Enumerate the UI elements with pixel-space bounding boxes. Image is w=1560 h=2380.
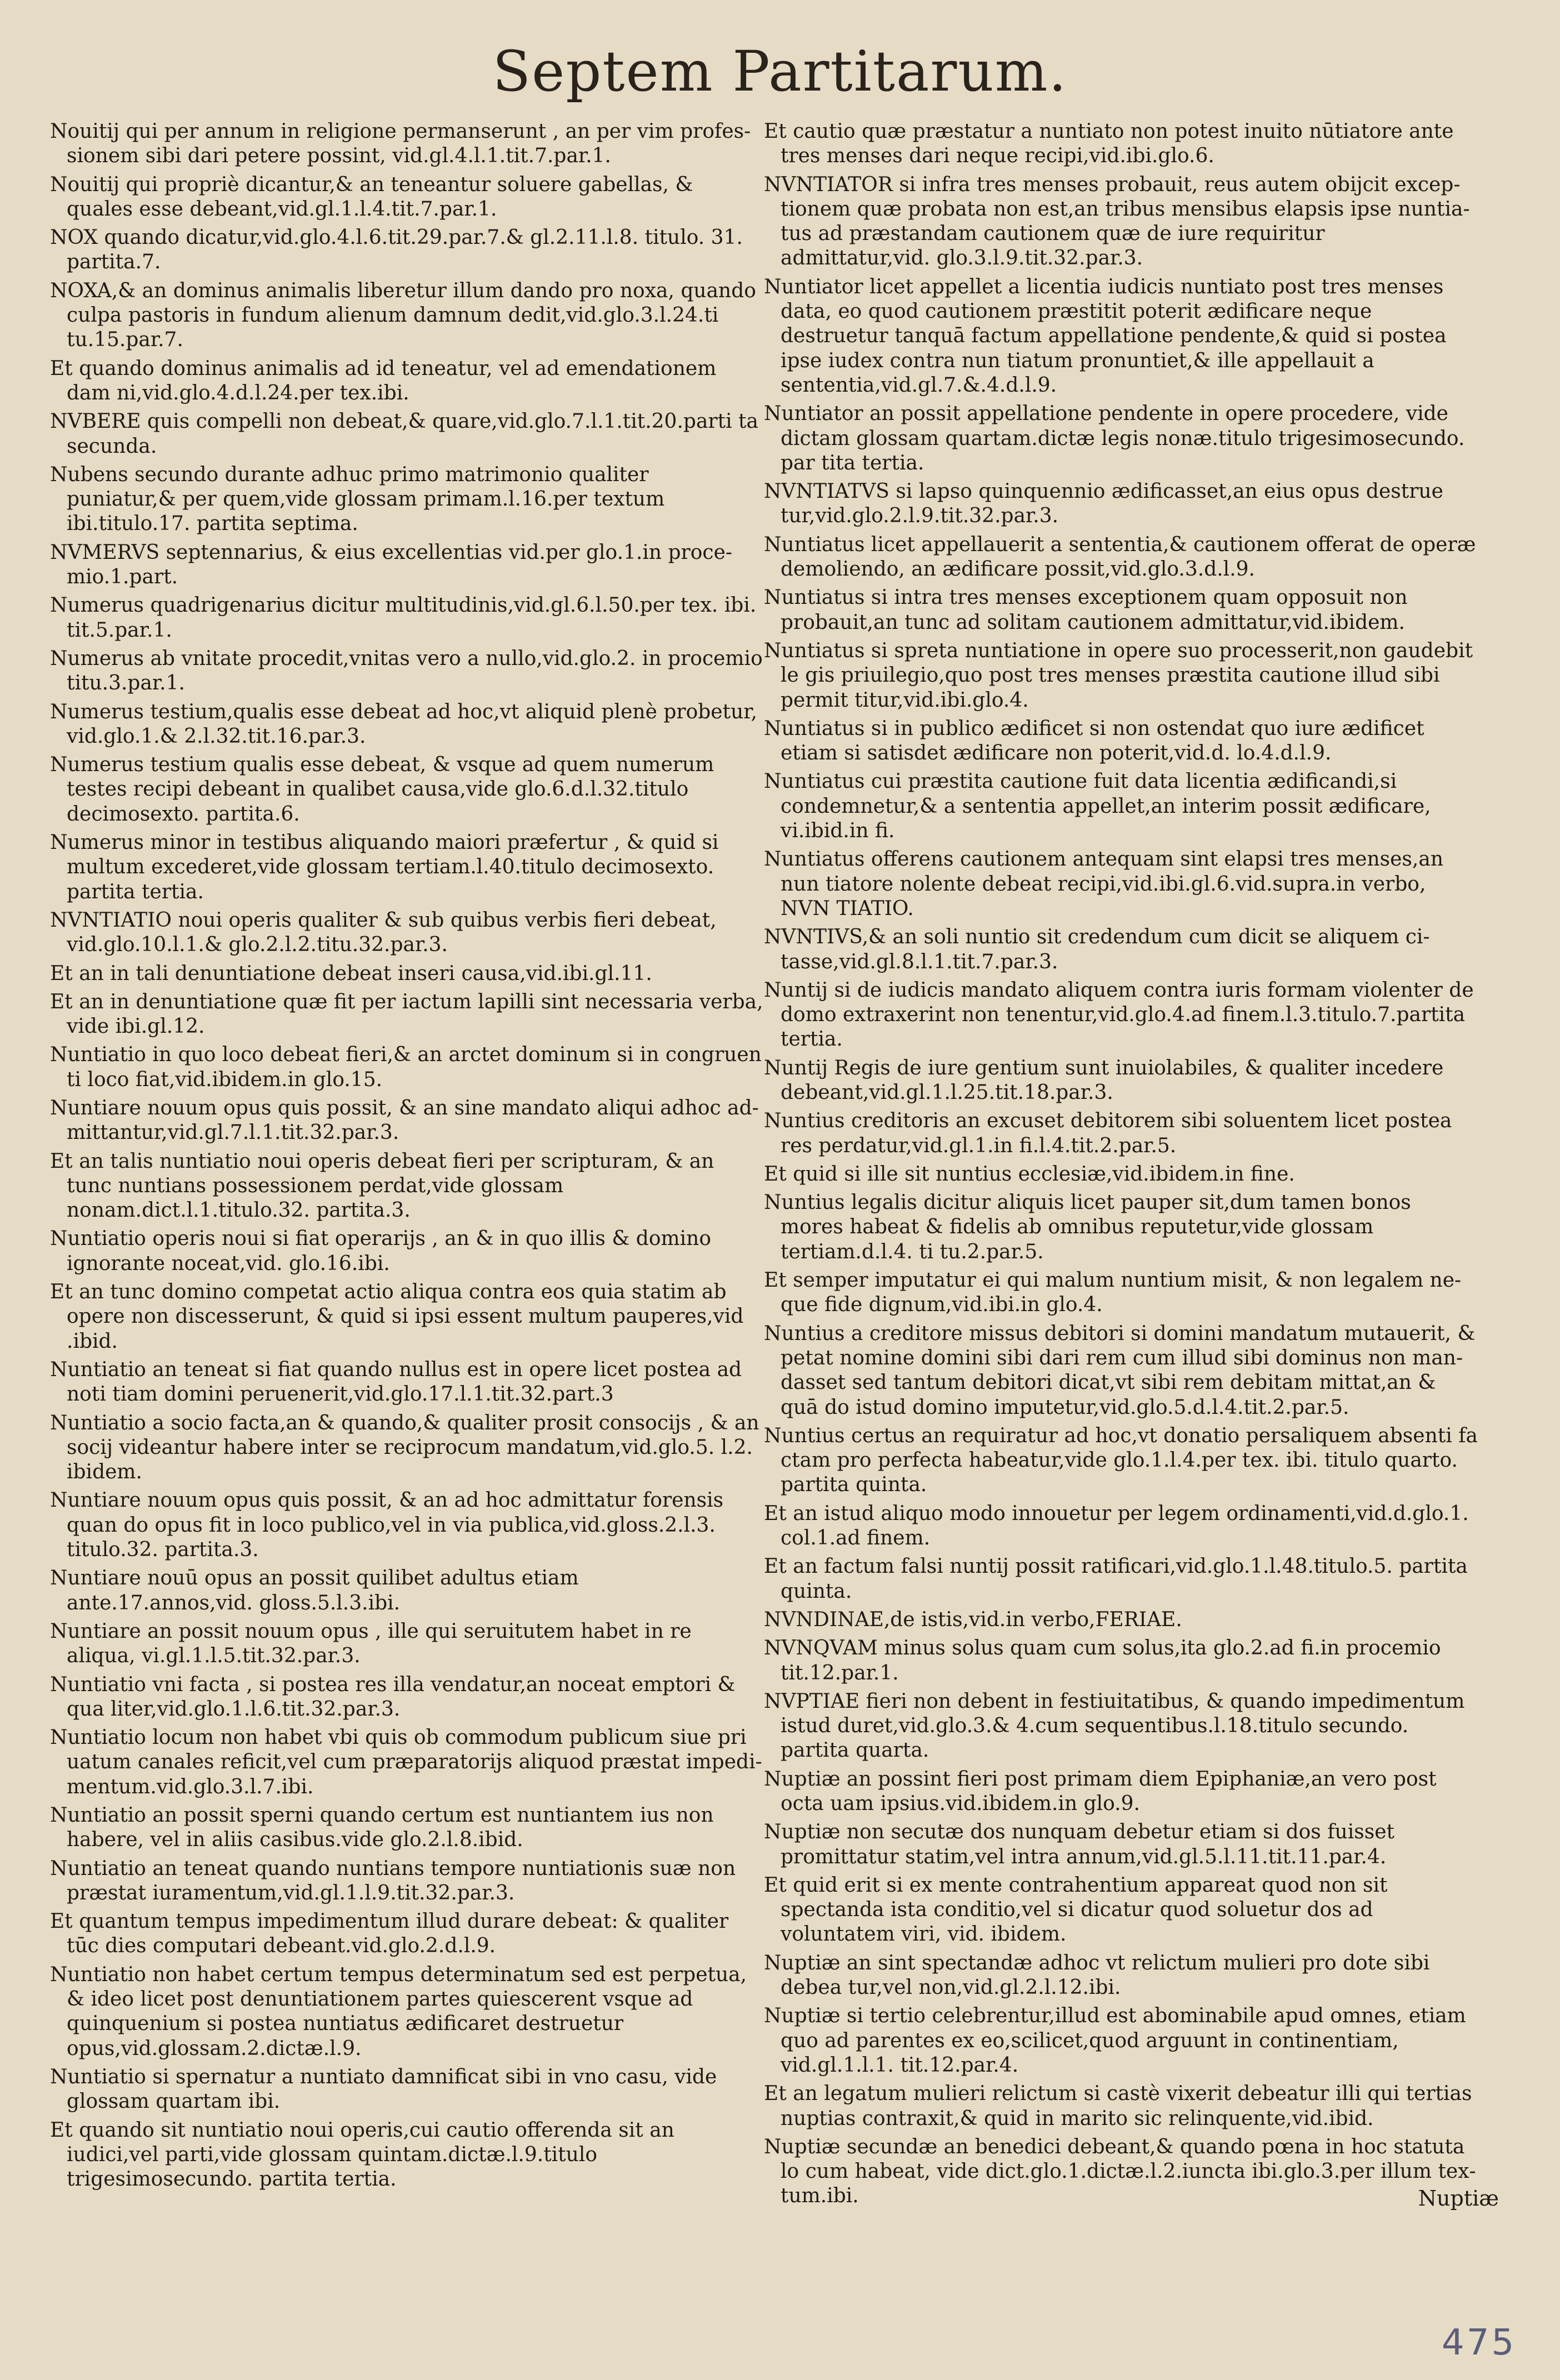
catchword: Nuptiæ — [1418, 2186, 1499, 2211]
index-entry: Nuntiatus si spreta nuntiatione in opere suo processerit,non gaudebit le gis priuilegio,quo post tres menses præstita cautione illud sibi permit titur,vid.ibi.glo.4. — [764, 639, 1473, 712]
index-entry: Nuntiatus offerens cautionem antequam sint elapsi tres menses,an nun tiatore nolente debeat recipi,vid.ibi.gl.6.vid.supra.in verbo, NVN TIATIO. — [764, 848, 1443, 920]
index-entry: Nuntiatus cui præstita cautione fuit data licentia ædificandi,si condemnetur,& a sententia appellet,an interim possit ædificare, vi.ibid.in fi. — [764, 770, 1431, 843]
index-entry: Nuntiatus si intra tres menses exceptionem quam opposuit non probauit,an tunc ad solitam cautionem admittatur,vid.ibidem. — [764, 586, 1408, 634]
index-entry: Nuntius legalis dicitur aliquis licet pauper sit,dum tamen bonos mores habeat & fidelis ab omnibus reputetur,vide glossam tertiam.d.l.4. ti tu.2.par.5. — [764, 1191, 1411, 1263]
index-entry: Nuntius a creditore missus debitori si domini mandatum mutauerit, & petat nomine domini sibi dari rem cum illud sibi dominus non mandasset sed tantum debitori dicat,vt sibi rem debitam mittat,an & quā do istud domino imputetur,vid.glo.5.d.l.4.tit.2.par.5. — [764, 1322, 1476, 1419]
index-entry: Et cautio quæ præstatur a nuntiato non potest inuito nūtiatore ante tres menses dari neque recipi,vid.ibi.glo.6. — [764, 120, 1454, 168]
index-entry: Nuntiare nouum opus quis possit, & an ad hoc admittatur forensis quan do opus fit in loco publico,vel in via publica,vid.gloss.2.l.3. titulo.32. partita.3. — [50, 1489, 724, 1562]
index-entry: Nuntiatio a socio facta,an & quando,& qualiter prosit consocijs , & an socij videantur habere inter se reciprocum mandatum,vid.glo.5. l.2. ibidem. — [50, 1411, 759, 1484]
index-entry: Nouitij qui propriè dicantur,& an teneantur soluere gabellas, & quales esse debeant,vid.gl.1.l.4.tit.7.par.1. — [50, 173, 693, 221]
index-entry: NVNQVAM minus solus quam cum solus,ita glo.2.ad fi.in procemio tit.12.par.1. — [764, 1637, 1441, 1684]
index-entry: Nuntij si de iudicis mandato aliquem contra iuris formam violenter de domo extraxerint non tenentur,vid.glo.4.ad finem.l.3.titulo.7.partita tertia. — [764, 978, 1474, 1051]
index-entry: Nuptiæ an possint fieri post primam diem Epiphaniæ,an vero post octa uam ipsius.vid.ibidem.in glo.9. — [764, 1767, 1437, 1815]
index-entry: Nuptiæ an sint spectandæ adhoc vt relictum mulieri pro dote sibi debea tur,vel non,vid.gl.2.l.12.ibi. — [764, 1951, 1430, 1999]
index-entry: NOX quando dicatur,vid.glo.4.l.6.tit.29.par.7.& gl.2.11.l.8. titulo. 31. partita.7. — [50, 226, 743, 274]
index-entry: NVNTIVS,& an soli nuntio sit credendum cum dicit se aliquem citasse,vid.gl.8.l.1.tit.7.par.3. — [764, 926, 1430, 973]
index-entry: Numerus quadrigenarius dicitur multitudinis,vid.gl.6.l.50.per tex. ibi. tit.5.par.1. — [50, 594, 757, 642]
index-entry: NVNTIATVS si lapso quinquennio ædificasset,an eius opus destrue tur,vid.glo.2.l.9.tit.32.par.3. — [764, 480, 1443, 528]
index-entry: NOXA,& an dominus animalis liberetur illum dando pro noxa, quando culpa pastoris in fundum alienum damnum dedit,vid.glo.3.l.24.ti tu.15.par.7. — [50, 279, 756, 352]
index-entry: NVPTIAE fieri non debent in festiuitatibus, & quando impedimentum istud duret,vid.glo.3.& 4.cum sequentibus.l.18.titulo secundo. partita quarta. — [764, 1689, 1465, 1762]
index-entry: Numerus minor in testibus aliquando maiori præfertur , & quid si multum excederet,vide glossam tertiam.l.40.titulo decimosexto. partita tertia. — [50, 831, 719, 903]
index-entry: Nuntiare an possit nouum opus , ille qui seruitutem habet in re aliqua, vi.gl.1.l.5.tit.32.par.3. — [50, 1619, 692, 1668]
page-number: 475 — [1442, 2322, 1517, 2363]
index-entry: Nuntij Regis de iure gentium sunt inuiolabiles, & qualiter incedere debeant,vid.gl.1.l.25.tit.18.par.3. — [764, 1056, 1444, 1104]
index-entry: Et quid si ille sit nuntius ecclesiæ,vid.ibidem.in fine. — [764, 1162, 1295, 1186]
index-entry: Numerus testium qualis esse debeat, & vsque ad quem numerum testes recipi debeant in qualibet causa,vide glo.6.d.l.32.titulo decimosexto. partita.6. — [50, 753, 714, 826]
index-entry: Nuptiæ si tertio celebrentur,illud est abominabile apud omnes, etiam quo ad parentes ex eo,scilicet,quod arguunt in continentiam, vid.gl.1.l.1. tit.12.par.4. — [764, 2004, 1466, 2077]
left-column — [50, 119, 764, 2196]
index-entry: Et quando sit nuntiatio noui operis,cui cautio offerenda sit an iudici,vel parti,vide glossam quintam.dictæ.l.9.titulo trigesimosecundo. partita tertia. — [50, 2118, 674, 2191]
index-entry: Et an factum falsi nuntij possit ratificari,vid.glo.1.l.48.titulo.5. partita quinta. — [764, 1555, 1468, 1603]
index-entry: Nuptiæ secundæ an benedici debeant,& quando pœna in hoc statuta lo cum habeat, vide dict.glo.1.dictæ.l.2.iuncta ibi.glo.3.per illum textum.ibi. — [764, 2135, 1476, 2208]
page-title: Septem Partitarum. — [492, 39, 1068, 104]
index-entry: Nubens secundo durante adhuc primo matrimonio qualiter puniatur,& per quem,vide glossam primam.l.16.per textum ibi.titulo.17. partita septima. — [50, 463, 665, 536]
index-entry: Et semper imputatur ei qui malum nuntium misit, & non legalem neque fide dignum,vid.ibi.in glo.4. — [764, 1269, 1462, 1317]
index-entry: Nouitij qui per annum in religione permanserunt , an per vim professionem sibi dari petere possint, vid.gl.4.l.1.tit.7.par.1. — [50, 120, 751, 168]
index-entry: Et an in denuntiatione quæ fit per iactum lapilli sint necessaria verba, vide ibi.gl.12. — [50, 990, 763, 1038]
index-entry: Nuntiatio si spernatur a nuntiato damnificat sibi in vno casu, vide glossam quartam ibi. — [50, 2065, 717, 2113]
right-column — [764, 119, 1478, 2213]
index-entry: Nuntiatio locum non habet vbi quis ob commodum publicum siue pri uatum canales reficit,vel cum præparatorijs aliquod præstat impedimentum.vid.glo.3.l.7.ibi. — [50, 1726, 762, 1798]
index-entry: Et quando dominus animalis ad id teneatur, vel ad emendationem dam ni,vid.glo.4.d.l.24.per tex.ibi. — [50, 357, 717, 404]
index-entry: Et an talis nuntiatio noui operis debeat fieri per scripturam, & an tunc nuntians possessionem perdat,vide glossam nonam.dict.l.1.titulo.32. partita.3. — [50, 1149, 714, 1222]
index-entry: NVMERVS septennarius, & eius excellentias vid.per glo.1.in procemio.1.part. — [50, 541, 733, 589]
index-entry: Et quid erit si ex mente contrahentium appareat quod non sit spectanda ista conditio,vel si dicatur quod soluetur dos ad voluntatem viri, vid. ibidem. — [764, 1873, 1388, 1946]
index-entry: Et an tunc domino competat actio aliqua contra eos quia statim ab opere non discesserunt, & quid si ipsi essent multum pauperes,vid .ibid. — [50, 1281, 744, 1353]
index-entry: Nuntiare nouum opus quis possit, & an sine mandato aliqui adhoc admittantur,vid.gl.7.l.1.tit.32.par.3. — [50, 1096, 759, 1144]
index-entry: Nuntius certus an requiratur ad hoc,vt donatio persaliquem absenti fa ctam pro perfecta habeatur,vide glo.1.l.4.per tex. ibi. titulo quarto. partita quinta. — [764, 1424, 1478, 1497]
index-entry: Nuntiatio an teneat quando nuntians tempore nuntiationis suæ non præstat iuramentum,vid.gl.1.l.9.tit.32.par.3. — [50, 1857, 736, 1904]
index-entry: Numerus ab vnitate procedit,vnitas vero a nullo,vid.glo.2. in procemio titu.3.par.1. — [50, 647, 763, 695]
index-entry: Et an legatum mulieri relictum si castè vixerit debeatur illi qui tertias nuptias contraxit,& quid in marito sic relinquente,vid.ibid. — [764, 2082, 1472, 2130]
index-entry: Et quantum tempus impedimentum illud durare debeat: & qualiter tūc dies computari debeant.vid.glo.2.d.l.9. — [50, 1910, 729, 1958]
index-entry: Et an in tali denuntiatione debeat inseri causa,vid.ibi.gl.11. — [50, 962, 652, 985]
index-entry: Nuntiare nouū opus an possit quilibet adultus etiam ante.17.annos,vid. gloss.5.l.3.ibi. — [50, 1567, 579, 1614]
index-entry: Numerus testium,qualis esse debeat ad hoc,vt aliquid plenè probetur, vid.glo.1.& 2.l.32.tit.16.par.3. — [50, 700, 757, 748]
index-entry: Nuntiator an possit appellatione pendente in opere procedere, vide dictam glossam quartam.dictæ legis nonæ.titulo trigesimosecundo. par tita tertia. — [764, 402, 1465, 474]
index-entry: Et an istud aliquo modo innouetur per legem ordinamenti,vid.d.glo.1. col.1.ad finem. — [764, 1502, 1469, 1550]
index-entry: Nuntiatio in quo loco debeat fieri,& an arctet dominum si in congruen ti loco fiat,vid.ibidem.in glo.15. — [50, 1043, 762, 1091]
index-entry: Nuntiatio non habet certum tempus determinatum sed est perpetua, & ideo licet post denuntiationem partes quiescerent vsque ad quinquenium si postea nuntiatus ædificaret destruetur opus,vid.glossam.2.dictæ.l.9. — [50, 1963, 747, 2060]
index-entry: Nuntiatio an possit sperni quando certum est nuntiantem ius non habere, vel in aliis casibus.vide glo.2.l.8.ibid. — [50, 1804, 714, 1852]
index-entry: Nuntius creditoris an excuset debitorem sibi soluentem licet postea res perdatur,vid.gl.1.in fi.l.4.tit.2.par.5. — [764, 1109, 1452, 1157]
index-entry: NVNTIATOR si infra tres menses probauit, reus autem obijcit exceptionem quæ probata non est,an tribus mensibus elapsis ipse nuntiatus ad præstandam cautionem quæ de iure requiritur admittatur,vid. glo.3.l.9.tit.32.par.3. — [764, 173, 1470, 270]
index-entry: NVNDINAE,de istis,vid.in verbo,FERIAE. — [764, 1608, 1182, 1631]
index-entry: NVBERE quis compelli non debeat,& quare,vid.glo.7.l.1.tit.20.parti ta secunda. — [50, 410, 758, 458]
index-entry: Nuptiæ non secutæ dos nunquam debetur etiam si dos fuisset promittatur statim,vel intra annum,vid.gl.5.l.11.tit.11.par.4. — [764, 1821, 1394, 1868]
index-entry: Nuntiatio vni facta , si postea res illa vendatur,an noceat emptori & qua liter,vid.glo.1.l.6.tit.32.par.3. — [50, 1673, 736, 1721]
index-entry: Nuntiator licet appellet a licentia iudicis nuntiato post tres menses data, eo quod cautionem præstitit poterit ædificare neque destruetur tanquā factum appellatione pendente,& quid si postea ipse iudex contra nun tiatum pronuntiet,& ille appellauit a sententia,vid.gl.7.&.4.d.l.9. — [764, 275, 1447, 397]
index-entry: NVNTIATIO noui operis qualiter & sub quibus verbis fieri debeat, vid.glo.10.l.1.& glo.2.l.2.titu.32.par.3. — [50, 908, 717, 957]
index-entry: Nuntiatio an teneat si fiat quando nullus est in opere licet postea ad noti tiam domini peruenerit,vid.glo.17.l.1.tit.32.part.3 — [50, 1358, 742, 1406]
index-entry: Nuntiatio operis noui si fiat operarijs , an & in quo illis & domino ignorante noceat,vid. glo.16.ibi. — [50, 1227, 712, 1275]
index-entry: Nuntiatus si in publico ædificet si non ostendat quo iure ædificet etiam si satisdet ædificare non poterit,vid.d. lo.4.d.l.9. — [764, 717, 1424, 765]
index-entry: Nuntiatus licet appellauerit a sententia,& cautionem offerat de operæ demoliendo, an ædificare possit,vid.glo.3.d.l.9. — [764, 533, 1476, 581]
